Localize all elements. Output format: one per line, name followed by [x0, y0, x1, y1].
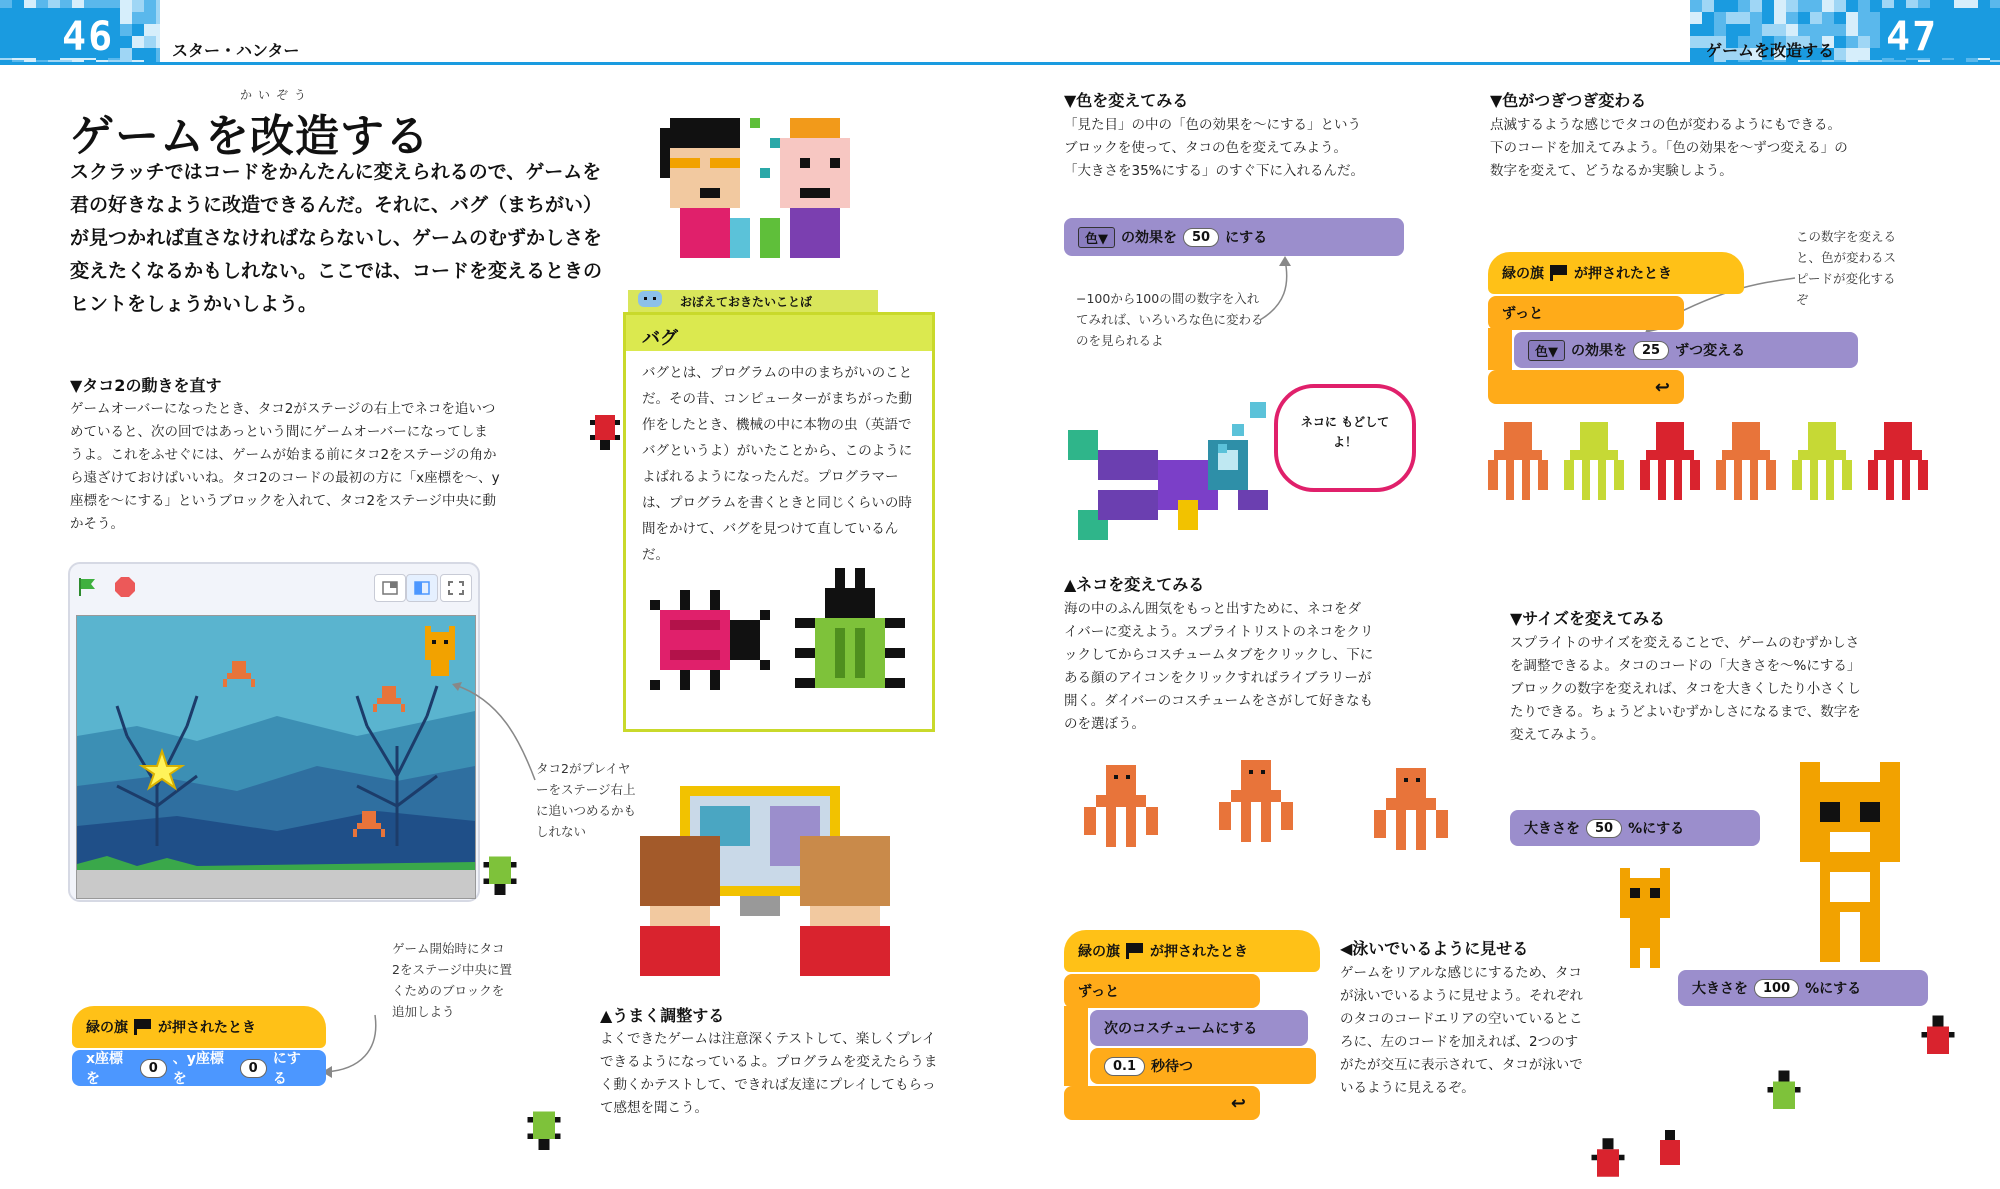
helper-icon	[630, 287, 670, 311]
loop-arrow-icon: ↩	[1230, 1092, 1246, 1114]
cat-section-body: 海の中のふん囲気をもっと出すために、ネコをダイバーに変えよう。スプライトリストのネコをクリックしてからコスチュームタブをクリックし、下にある顔のアイコンをクリックすればライブラリーが開く。ダイバーのコスチュームをさがして好きなものを選ぼう。	[1064, 601, 1374, 732]
forever-block-body	[1064, 1006, 1088, 1086]
normal-stage-button[interactable]	[406, 574, 438, 602]
green-flag-icon[interactable]	[76, 576, 98, 598]
forever-block-body	[1488, 328, 1512, 370]
goto-y-label: 、y座標を	[172, 1051, 224, 1087]
stop-icon[interactable]	[114, 576, 136, 598]
when-flag-suffix: が押されたとき	[158, 1020, 256, 1036]
header-underline	[0, 62, 2000, 65]
red-beetle-illustration	[640, 590, 780, 700]
air-bubbles	[1210, 400, 1280, 460]
colorchange-section-body: 点滅するような感じでタコの色が変わるようにもできる。下のコードを加えてみよう。「色の効果を〜ずつ変える」の数字を変えて、どうなるか実験しよう。	[1490, 117, 1848, 179]
bug-box-tab-label: おぼえておきたいことば	[680, 295, 813, 309]
effect-suffix: ずつ変える	[1675, 343, 1746, 359]
forever-block-bottom	[1064, 1086, 1260, 1120]
wait-block[interactable]	[1090, 1048, 1316, 1084]
headline-ruby: かいぞう	[240, 88, 313, 102]
taco2-section-title: ▼タコ2の動きを直す	[70, 376, 222, 395]
kids-computer-illustration	[630, 786, 900, 986]
tune-section-title: ▲うまく調整する	[600, 1006, 725, 1025]
bug-icon	[1916, 1015, 1960, 1071]
swim-section-title: ◀泳いでいるように見せる	[1340, 939, 1529, 958]
flag-icon	[1550, 265, 1568, 281]
effect-dropdown[interactable]: 色▼	[1528, 340, 1565, 361]
stage-note-arrow	[450, 680, 540, 790]
page-title: ゲームを改造する	[70, 111, 430, 162]
colorchange-section-title: ▼色がつぎつぎ変わる	[1490, 91, 1647, 110]
next-costume-block[interactable]	[1090, 1010, 1308, 1046]
change-color-effect-block[interactable]	[1514, 332, 1858, 368]
bug-icon	[585, 405, 625, 455]
speech-bubble-text: ネコに もどしてよ！	[1300, 415, 1390, 449]
size-value-input[interactable]: 100	[1754, 979, 1799, 998]
when-flag-label: 緑の旗	[86, 1020, 128, 1036]
bug-icon	[1586, 1138, 1630, 1188]
color-note-arrow	[1255, 255, 1295, 325]
when-flag-label: 緑の旗	[1502, 266, 1544, 282]
octopus-row	[1076, 760, 1476, 880]
when-flag-clicked-block-swim[interactable]	[1064, 930, 1320, 972]
goto-x-label: x座標を	[86, 1051, 124, 1087]
set-size-100-block[interactable]	[1678, 970, 1928, 1006]
when-flag-label: 緑の旗	[1078, 944, 1120, 960]
x-value-input[interactable]: 0	[140, 1059, 167, 1078]
size-section-body: スプライトのサイズを変えることで、ゲームのむずかしさを調整できるよ。タコのコードの「大きさを〜%にする」ブロックの数字を変えれば、タコを大きくしたり小さくしたりできる。ちょうどよいむずかしさになるまで、数字を変えてみよう。	[1510, 635, 1861, 743]
colorchange-note: この数字を変えると、色が変わるスピードが変化するぞ	[1796, 229, 1897, 307]
size-value-input[interactable]: 50	[1586, 819, 1622, 838]
effect-change-input[interactable]: 25	[1633, 341, 1669, 360]
bug-icon	[1762, 1070, 1806, 1126]
size-label: 大きさを	[1524, 821, 1580, 837]
page-number-left: 46	[62, 14, 115, 60]
forever-block-color[interactable]	[1488, 296, 1684, 330]
bug-icon	[522, 1100, 566, 1156]
color-section-body: 「見た目」の中の「色の効果を〜にする」というブロックを使って、タコの色を変えてみよう。「大きさを35%にする」のすぐ下に入れるんだ。	[1064, 117, 1365, 179]
size-suffix: %にする	[1805, 981, 1862, 997]
goto-suffix: にする	[272, 1051, 301, 1087]
color-note: −100から100の間の数字を入れてみれば、いろいろな色に変わるのを見られるよ	[1076, 291, 1264, 348]
flag-icon	[134, 1019, 152, 1035]
when-flag-clicked-block[interactable]	[72, 1006, 326, 1048]
intro-text: スクラッチではコードをかんたんに変えられるので、ゲームを君の好きなように改造できるんだ。それに、バグ（まちがい）が見つかれば直さなければならないし、ゲームのむずかしさを変えたくなるかもしれない。ここでは、コードを変えるときのヒントをしょうかいしよう。	[70, 161, 603, 315]
taco2-section-body: ゲームオーバーになったとき、タコ2がステージの右上でネコを追いつめていると、次の回ではあっという間にゲームオーバーになってしまうよ。これをふせぐには、ゲームが始まる前にタコ2をステージの角から遠ざけておけばいいね。タコ2のコードの最初の方に「x座標を〜、y座標を〜にする」というブロックを入れて、タコ2をステージ中央に動かそう。	[70, 401, 500, 532]
size-section-title: ▼サイズを変えてみる	[1510, 609, 1666, 628]
set-color-effect-block[interactable]	[1064, 218, 1404, 256]
size-suffix: %にする	[1628, 821, 1685, 837]
forever-label: ずっと	[1502, 306, 1544, 322]
colored-octopus-row	[1488, 418, 1948, 528]
swim-section-body: ゲームをリアルな感じにするため、タコが泳いでいるように見せよう。それぞれのタコのコードエリアの空いているところに、左のコードを加えれば、2つのすがたが交互に表示されて、タコが泳いでいるように見えるぞ。	[1340, 965, 1583, 1096]
effect-label: の効果を	[1571, 343, 1627, 359]
stage-note: タコ2がプレイヤーをステージ右上に追いつめるかもしれない	[536, 761, 637, 839]
forever-label: ずっと	[1078, 984, 1120, 1000]
flag-icon	[1126, 943, 1144, 959]
color-section-title: ▼色を変えてみる	[1064, 91, 1189, 110]
header-title-right: ゲームを改造する	[1706, 41, 1835, 60]
page-number-right: 47	[1886, 14, 1939, 60]
loop-arrow-icon: ↩	[1654, 376, 1670, 398]
bug-icon	[1650, 1130, 1690, 1180]
effect-dropdown[interactable]: 色▼	[1078, 227, 1115, 248]
cat-section-title: ▲ネコを変えてみる	[1064, 575, 1205, 594]
goto-xy-block[interactable]	[72, 1050, 326, 1086]
when-flag-suffix: が押されたとき	[1150, 944, 1248, 960]
tune-section-body: よくできたゲームは注意深くテストして、楽しくプレイできるようになっているよ。プログラムを変えたらうまく動くかテストして、できれば友達にプレイしてもらって感想を聞こう。	[600, 1031, 938, 1116]
effect-suffix: にする	[1225, 230, 1268, 246]
forever-block-bottom	[1488, 370, 1684, 404]
game-stage[interactable]	[76, 615, 476, 899]
when-flag-suffix: が押されたとき	[1574, 266, 1672, 282]
block-note: ゲーム開始時にタコ2をステージ中央に置くためのブロックを追加しよう	[392, 941, 512, 1019]
y-value-input[interactable]: 0	[240, 1059, 267, 1078]
wait-value-input[interactable]: 0.1	[1104, 1057, 1145, 1076]
small-cat-illustration	[1610, 868, 1680, 968]
block-note-arrow	[320, 1010, 390, 1080]
size-label: 大きさを	[1692, 981, 1748, 997]
effect-label: の効果を	[1121, 230, 1177, 246]
green-beetle-illustration	[795, 568, 905, 708]
when-flag-clicked-block-color[interactable]	[1488, 252, 1744, 294]
bug-icon	[478, 845, 522, 901]
characters-illustration	[650, 108, 910, 258]
small-stage-button[interactable]	[374, 574, 406, 602]
next-costume-label: 次のコスチュームにする	[1104, 1021, 1258, 1037]
wait-suffix: 秒待つ	[1151, 1059, 1194, 1075]
effect-value-input[interactable]: 50	[1183, 228, 1219, 247]
header-title-left: スター・ハンター	[172, 41, 300, 60]
set-size-50-block[interactable]	[1510, 810, 1760, 846]
fullscreen-button[interactable]	[440, 574, 472, 602]
bug-box-body: バグとは、プログラムの中のまちがいのことだ。その昔、コンピューターがまちがった動作をしたとき、機械の中に本物の虫（英語でバグというよ）がいたことから、このようによばれるようになったんだ。プログラマーは、プログラムを書くときと同じくらいの時間をかけて、バグを見つけて直しているんだ。	[642, 365, 913, 563]
bug-box-title: バグ	[642, 328, 678, 349]
forever-block-swim[interactable]	[1064, 974, 1260, 1008]
large-cat-illustration	[1790, 762, 1910, 962]
